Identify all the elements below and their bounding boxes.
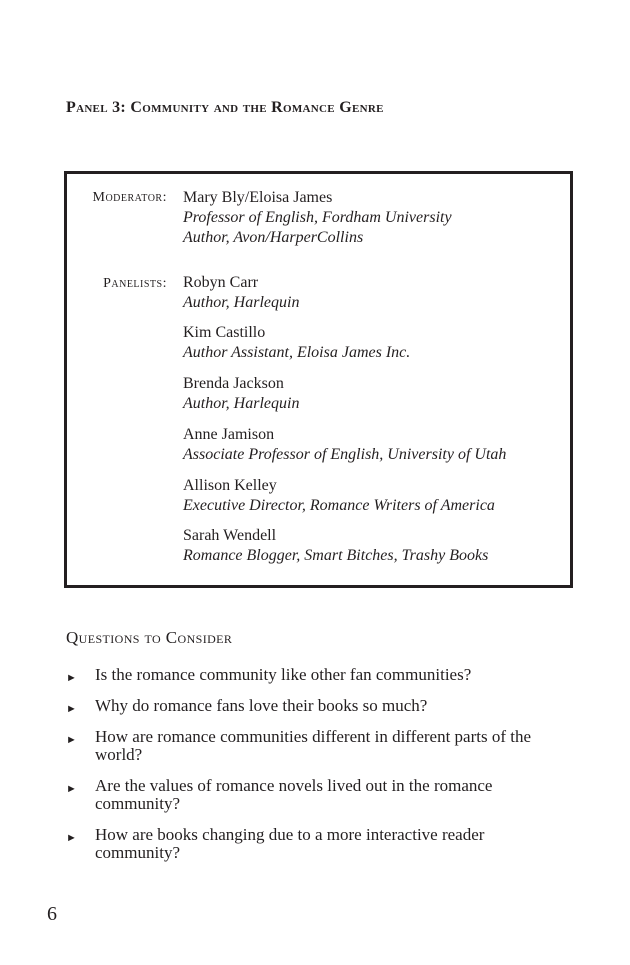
question-text: Is the romance community like other fan communities? [95, 665, 472, 684]
triangle-bullet-icon: ► [66, 734, 77, 746]
panelist-affiliation: Author, Harlequin [183, 294, 300, 311]
triangle-bullet-icon: ► [66, 672, 77, 684]
moderator-affiliation: Author, Avon/HarperCollins [183, 229, 364, 246]
triangle-bullet-icon: ► [66, 832, 77, 844]
question-text: Why do romance fans love their books so much? [95, 696, 428, 715]
panelists-label: Panelists: [103, 276, 167, 291]
moderator-affiliation: Professor of English, Fordham University [183, 209, 452, 226]
moderator-label: Moderator: [92, 190, 167, 205]
panelist-name: Sarah Wendell [183, 527, 277, 544]
panelist-affiliation: Executive Director, Romance Writers of America [183, 497, 495, 514]
question-text: Are the values of romance novels lived out in the romance community? [95, 776, 493, 813]
panel-title: Panel 3: Community and the Romance Genre [66, 99, 384, 116]
panelist-name: Allison Kelley [183, 477, 277, 494]
page-number: 6 [47, 903, 57, 925]
question-text: How are romance communities different in different parts of the world? [95, 727, 532, 764]
moderator-entry [183, 188, 452, 248]
questions-title: Questions to Consider [66, 628, 233, 647]
triangle-bullet-icon: ► [66, 703, 77, 715]
panelist-name: Kim Castillo [183, 324, 266, 341]
triangle-bullet-icon: ► [66, 783, 77, 795]
panelist-entry [183, 374, 299, 414]
panelist-entry [183, 476, 495, 516]
panelist-entry [183, 425, 506, 465]
panelist-affiliation: Romance Blogger, Smart Bitches, Trashy Books [183, 547, 489, 564]
question-text: How are books changing due to a more interactive reader community? [95, 825, 485, 862]
moderator-name: Mary Bly/Eloisa James [183, 189, 333, 206]
panelist-affiliation: Author, Harlequin [183, 395, 300, 412]
panelist-entry [183, 323, 410, 363]
panelist-entry [183, 273, 299, 313]
panelist-name: Anne Jamison [183, 426, 275, 443]
panelist-name: Robyn Carr [183, 274, 259, 291]
panelist-affiliation: Author Assistant, Eloisa James Inc. [183, 344, 411, 361]
panel-box [64, 171, 573, 588]
panelist-entry [183, 526, 488, 566]
panelist-name: Brenda Jackson [183, 375, 284, 392]
panelist-affiliation: Associate Professor of English, University of Utah [183, 446, 507, 463]
